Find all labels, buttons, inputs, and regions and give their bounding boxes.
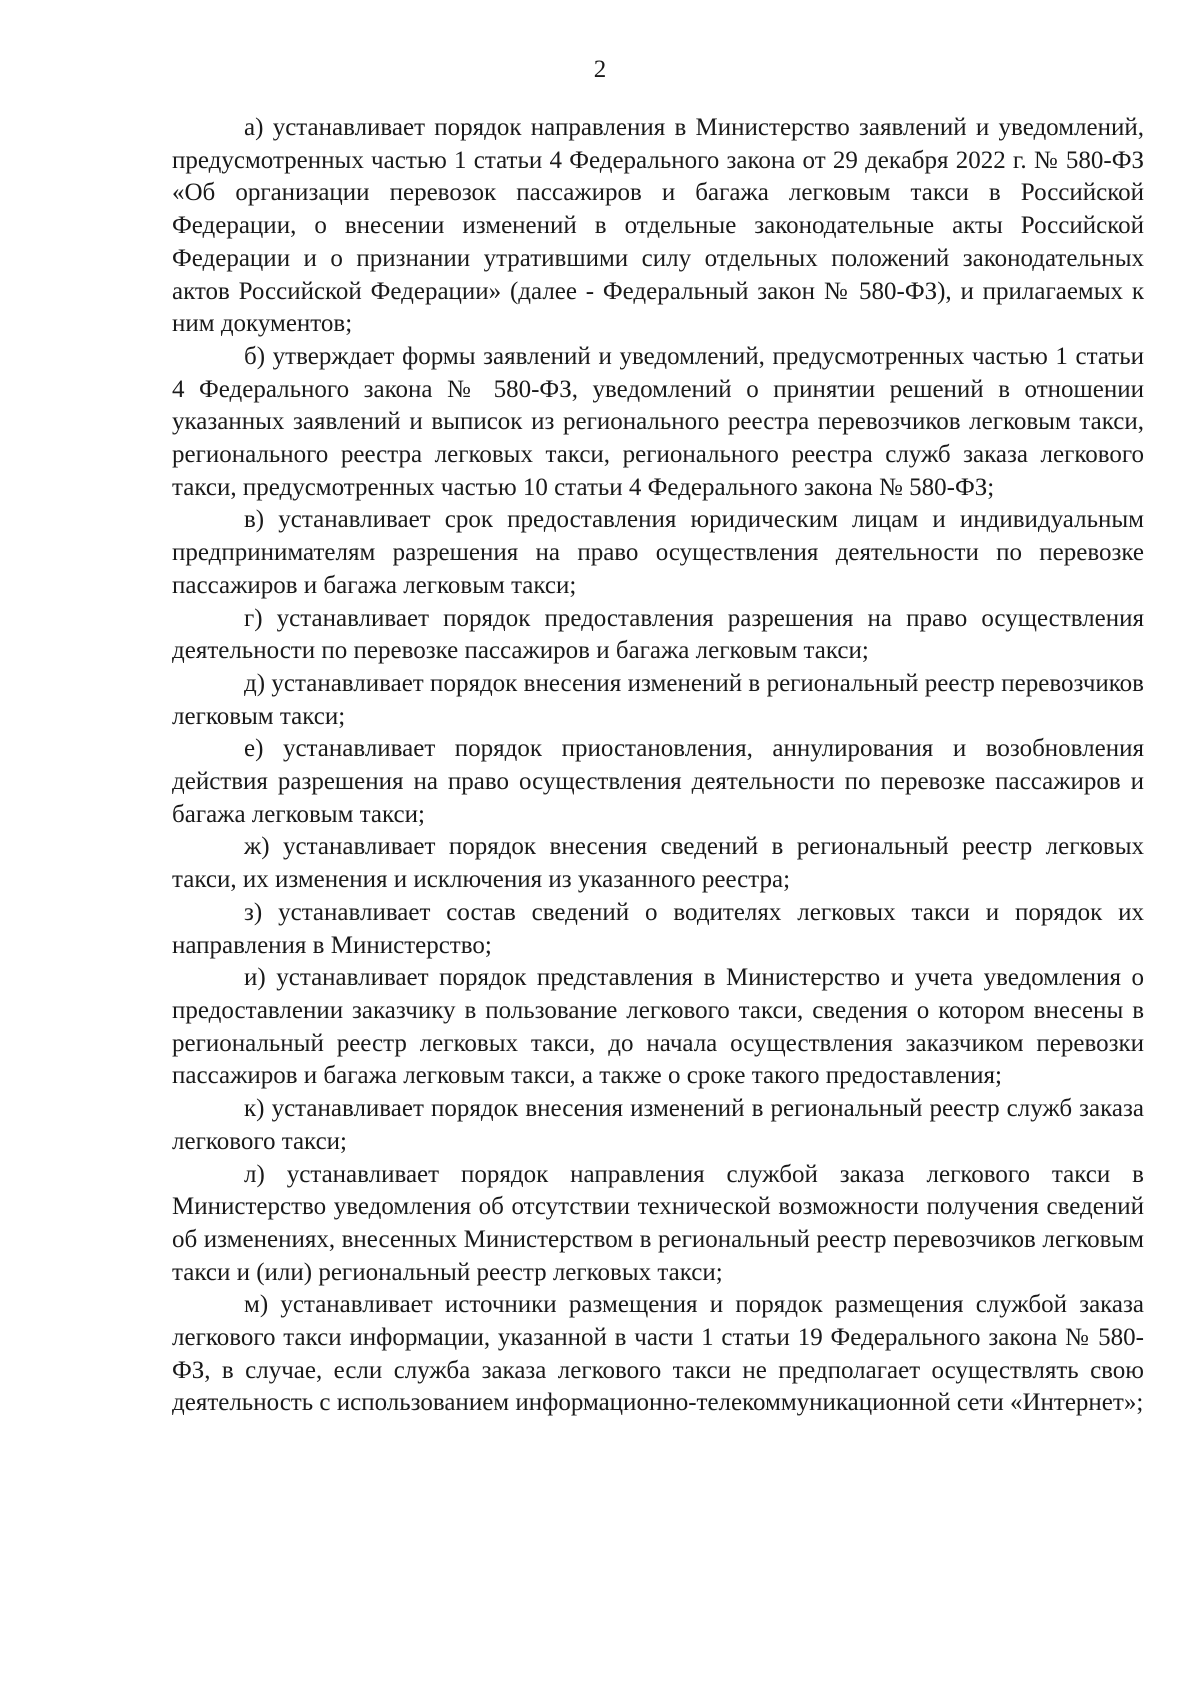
paragraph-zh: ж) устанавливает порядок внесения сведений в региональный реестр легковых такси, их изменения и исключения из указанного реестра;	[172, 833, 1144, 894]
paragraph-l: л) устанавливает порядок направления службой заказа легкового такси в Министерство уведомления об отсутствии технической возможности получения сведений об изменениях, внесенных Министерством в региональный реестр перевозчиков легковым такси и (или) региональный реестр легковых такси;	[172, 1160, 1144, 1286]
paragraph-b: б) утверждает формы заявлений и уведомлений, предусмотренных частью 1 статьи 4 Федерального закона № 580-ФЗ, уведомлений о принятии решений в отношении указанных заявлений и выписок из регионального реестра перевозчиков легковым такси, регионального реестра легковых такси, регионального реестра служб заказа легкового такси, предусмотренных частью 10 статьи 4 Федерального закона № 580-ФЗ;	[172, 342, 1144, 501]
document-body	[172, 112, 1144, 1420]
paragraph-z: з) устанавливает состав сведений о водителях легковых такси и порядок их направления в Министерство;	[172, 898, 1144, 959]
paragraph-v: в) устанавливает срок предоставления юридическим лицам и индивидуальным предпринимателям разрешения на право осуществления деятельности по перевозке пассажиров и багажа легковым такси;	[172, 506, 1144, 599]
paragraph-k: к) устанавливает порядок внесения изменений в региональный реестр служб заказа легкового такси;	[172, 1095, 1144, 1155]
paragraph-i: и) устанавливает порядок представления в Министерство и учета уведомления о предоставлении заказчику в пользование легкового такси, сведения о котором внесены в региональный реестр легковых такси, до начала осуществления заказчиком перевозки пассажиров и багажа легковым такси, а также о сроке такого предоставления;	[172, 964, 1144, 1090]
paragraph-m: м) устанавливает источники размещения и порядок размещения службой заказа легкового такси информации, указанной в части 1 статьи 19 Федерального закона № 580-ФЗ, в случае, если служба заказа легкового такси не предполагает осуществлять свою деятельность с использованием информационно-телекоммуникационной сети «Интернет»;	[172, 1291, 1144, 1417]
paragraph-a: а) устанавливает порядок направления в Министерство заявлений и уведомлений, предусмотренных частью 1 статьи 4 Федерального закона от 29 декабря 2022 г. № 580-ФЗ «Об организации перевозок пассажиров и багажа легковым такси в Российской Федерации, о внесении изменений в отдельные законодательные акты Российской Федерации и о признании утратившими силу отдельных положений законодательных актов Российской Федерации» (далее - Федеральный закон № 580-ФЗ), и прилагаемых к ним документов;	[172, 114, 1144, 338]
page-number: 2	[593, 56, 607, 83]
paragraph-e: е) устанавливает порядок приостановления, аннулирования и возобновления действия разрешения на право осуществления деятельности по перевозке пассажиров и багажа легковым такси;	[172, 735, 1144, 828]
paragraph-d: д) устанавливает порядок внесения изменений в региональный реестр перевозчиков легковым такси;	[172, 669, 1144, 730]
paragraph-g: г) устанавливает порядок предоставления разрешения на право осуществления деятельности по перевозке пассажиров и багажа легковым такси;	[172, 604, 1144, 665]
